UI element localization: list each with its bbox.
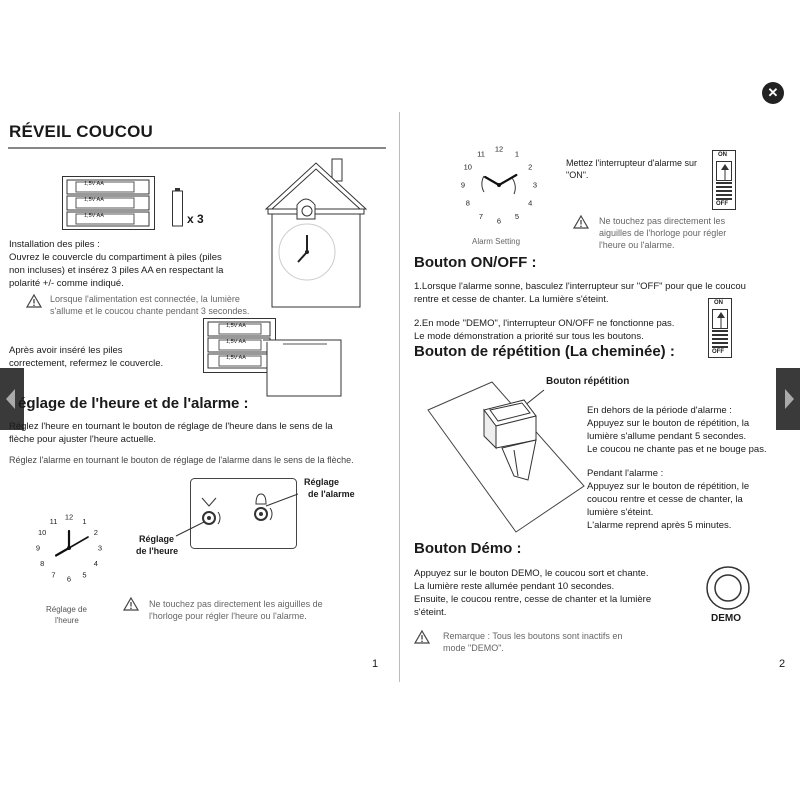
switch-text: "ON". <box>566 170 589 180</box>
rotation-arrow <box>512 178 515 194</box>
clock-number: 7 <box>51 570 56 580</box>
onoff-text: 1.Lorsque l'alarme sonne, basculez l'interrupteur sur "OFF" pour que le coucou <box>414 281 746 292</box>
clock-number: 7 <box>478 211 484 221</box>
install-heading: Installation des piles : <box>9 239 100 250</box>
page-title: RÉVEIL COUCOU <box>9 122 153 141</box>
clock-number: 2 <box>93 528 98 538</box>
demo-button-illustration[interactable] <box>704 564 752 612</box>
section-title-settings: églage de l'heure et de l'alarme : <box>18 395 249 412</box>
warning-icon <box>123 597 139 611</box>
battery-count: x 3 <box>187 212 204 226</box>
after-install-text: Après avoir inséré les piles <box>9 345 123 356</box>
warning-icon <box>26 294 42 308</box>
clock-number: 4 <box>93 559 98 569</box>
clock-number: 9 <box>460 180 466 190</box>
rotation-arrow <box>482 176 484 192</box>
onoff-title: Bouton ON/OFF : <box>414 254 537 271</box>
label-time-setting: de l'heure <box>136 546 179 556</box>
battery-label: 1,5V AA <box>226 323 246 329</box>
battery-label: 1,5V AA <box>226 355 246 361</box>
switch-track <box>716 182 732 200</box>
clock-face-illustration <box>32 510 106 586</box>
demo-button-label: DEMO <box>711 613 741 624</box>
clock-number: 10 <box>463 162 472 172</box>
warning-text: s'allume et le coucou chante pendant 3 secondes. <box>50 306 250 316</box>
alarm-caption: Alarm Setting <box>472 237 521 246</box>
remark-text: mode "DEMO". <box>443 643 504 653</box>
page-number: 2 <box>779 658 786 670</box>
switch-knob <box>716 161 732 181</box>
clock-number: 10 <box>37 528 47 538</box>
warning-text: Ne touchez pas directement les aiguilles de <box>149 599 323 609</box>
outside-alarm-text: lumière s'allume pendant 5 secondes. <box>587 431 747 442</box>
install-line: non incluses) et insérez 3 piles AA en respectant la <box>9 265 224 276</box>
clock-number: 3 <box>532 180 538 190</box>
during-alarm-text: Appuyez sur le bouton de répétition, le <box>587 481 750 492</box>
close-icon[interactable]: ✕ <box>762 82 784 104</box>
clock-hand <box>69 537 88 548</box>
switch-text: Mettez l'interrupteur d'alarme sur <box>566 158 697 168</box>
clock-number: 6 <box>496 216 502 226</box>
outside-alarm-text: Appuyez sur le bouton de répétition, la <box>587 418 750 429</box>
warning-text: Ne touchez pas directement les <box>599 216 726 226</box>
demo-text: Appuyez sur le bouton DEMO, le coucou sort et chante. <box>414 568 649 579</box>
during-alarm-text: Pendant l'alarme : <box>587 468 664 479</box>
clock-caption: Réglage de <box>46 605 87 614</box>
chevron-right-icon <box>776 368 800 430</box>
onoff-text: Le mode démonstration a priorité sur tous les boutons. <box>414 331 644 342</box>
clock-number: 5 <box>82 570 87 580</box>
clock-number: 8 <box>40 559 45 569</box>
alarm-clock-face-illustration <box>454 142 544 232</box>
clock-number: 11 <box>49 516 58 526</box>
demo-text: s'éteint. <box>414 607 447 618</box>
set-time-text: flèche pour ajuster l'heure actuelle. <box>9 434 157 445</box>
title-rule <box>8 147 386 149</box>
battery-label: 1,5V AA <box>84 213 104 219</box>
set-time-text: Réglez l'heure en tournant le bouton de réglage de l'heure dans le sens de la <box>9 421 333 432</box>
battery-label: 1,5V AA <box>84 197 104 203</box>
switch-on-label: ON <box>714 300 723 306</box>
clock-number: 11 <box>477 149 485 159</box>
switch-off-label: OFF <box>716 201 728 207</box>
pointer-lines <box>170 490 310 550</box>
alarm-switch[interactable] <box>712 150 736 210</box>
cuckoo-house-illustration <box>264 159 368 309</box>
warning-text: aiguilles de l'horloge pour régler <box>599 228 727 238</box>
demo-title: Bouton Démo : <box>414 540 522 557</box>
label-time-setting: Réglage <box>139 534 175 544</box>
clock-center <box>497 183 501 187</box>
clock-center <box>67 546 71 550</box>
next-page-button[interactable] <box>776 368 800 430</box>
warning-icon <box>573 215 589 229</box>
switch-track <box>712 330 728 348</box>
switch-on-label: ON <box>718 152 727 158</box>
during-alarm-text: lumière s'éteint. <box>587 507 654 518</box>
clock-number: 12 <box>64 512 74 522</box>
warning-icon <box>414 630 430 644</box>
clock-number: 1 <box>82 516 87 526</box>
clock-hand <box>485 177 499 185</box>
during-alarm-text: L'alarme reprend après 5 minutes. <box>587 520 732 531</box>
during-alarm-text: coucou rentre et cesse de chanter, la <box>587 494 743 505</box>
after-install-text: correctement, refermez le couvercle. <box>9 358 164 369</box>
warning-text: l'heure ou l'alarme. <box>599 240 675 250</box>
snooze-title: Bouton de répétition (La cheminée) : <box>414 343 675 360</box>
clock-number: 6 <box>66 574 72 584</box>
remark-text: Remarque : Tous les boutons sont inactifs en <box>443 631 623 641</box>
demo-text: Ensuite, le coucou rentre, cesse de chanter et la lumière <box>414 594 652 605</box>
clock-number: 5 <box>514 211 520 221</box>
page-divider <box>399 112 400 682</box>
clock-number: 2 <box>528 162 533 172</box>
clock-number: 4 <box>528 198 533 208</box>
onoff-text: 2.En mode "DEMO", l'interrupteur ON/OFF ne fonctionne pas. <box>414 318 675 329</box>
clock-number: 12 <box>494 144 504 154</box>
install-line: polarité +/- comme indiqué. <box>9 278 124 289</box>
demo-text: La lumière reste allumée pendant 10 secondes. <box>414 581 615 592</box>
battery-compartment-illustration <box>62 176 157 231</box>
clock-number: 8 <box>465 198 470 208</box>
outside-alarm-text: En dehors de la période d'alarme : <box>587 405 732 416</box>
set-alarm-text: Réglez l'alarme en tournant le bouton de réglage de l'alarme dans le sens de la flèche. <box>9 455 354 465</box>
roof-chimney-illustration <box>424 380 589 540</box>
clock-hand <box>56 548 69 556</box>
battery-label: 1,5V AA <box>226 339 246 345</box>
outside-alarm-text: Le coucou ne chante pas et ne bouge pas. <box>587 444 767 455</box>
clock-number: 1 <box>514 149 520 159</box>
battery-label: 1,5V AA <box>84 181 104 187</box>
warning-text: Lorsque l'alimentation est connectée, la lumière <box>50 294 240 304</box>
label-alarm-setting: de l'alarme <box>308 489 355 499</box>
label-alarm-setting: Réglage <box>304 477 340 487</box>
install-line: Ouvrez le couvercle du compartiment à piles (piles <box>9 252 222 263</box>
switch-knob <box>712 309 728 329</box>
warning-text: l'horloge pour régler l'heure ou l'alarme. <box>149 611 307 621</box>
clock-caption: l'heure <box>55 616 79 625</box>
battery-icon <box>172 188 184 228</box>
clock-number: 9 <box>35 543 41 553</box>
page-number: 1 <box>372 658 379 670</box>
battery-drawer-illustration <box>203 318 343 398</box>
demo-switch[interactable] <box>708 298 732 358</box>
switch-off-label: OFF <box>712 349 724 355</box>
clock-number: 3 <box>97 543 103 553</box>
snooze-label: Bouton répétition <box>546 376 630 387</box>
onoff-text: rentre et cesse de chanter. La lumière s'éteint. <box>414 294 609 305</box>
